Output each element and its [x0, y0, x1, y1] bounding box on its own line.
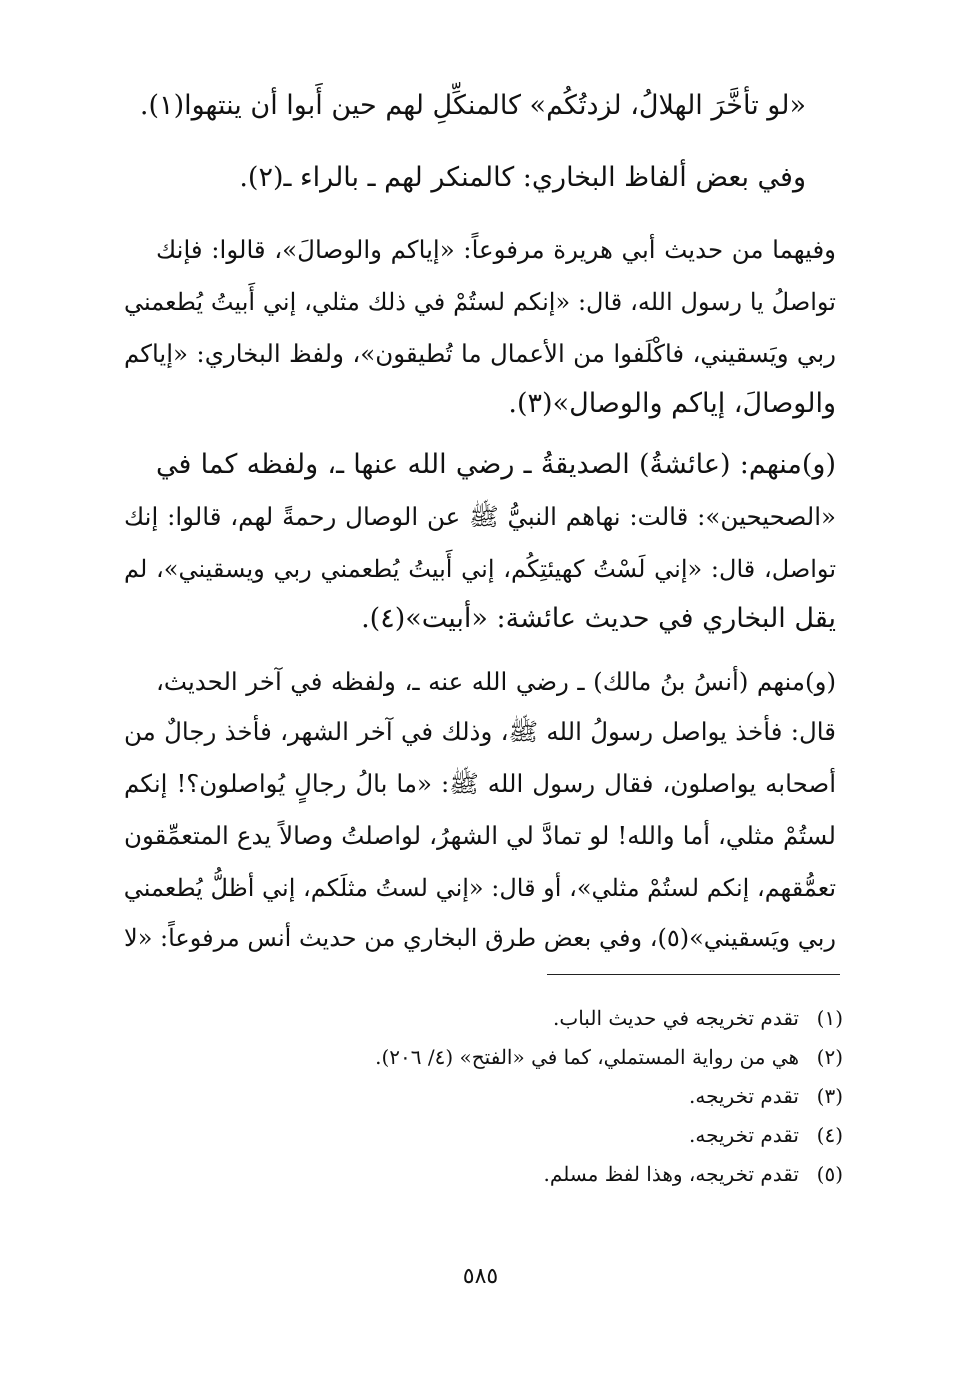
footnote-separator [547, 974, 840, 975]
text-line-5: ربي ويَسقيني، فاكْلَفوا من الأعمال ما تُطيقون»، ولفظ البخاري: «إياكم [124, 339, 836, 368]
footnote-number: (٣) [816, 1084, 843, 1108]
footnote-number: (٤) [816, 1123, 843, 1147]
footnote-text: تقدم تخريجه، وهذا لفظ مسلم. [543, 1162, 799, 1186]
text-line-9: تواصل، قال: «إني لَسْتُ كهيئتِكُم، إني أَبيتُ يُطعمني ربي ويسقيني»، لم [124, 555, 836, 583]
footnote-text: تقدم تخريجه في حديث الباب. [553, 1006, 799, 1030]
text-line-15: تعمُّقهم، إنكم لستُمْ مثلي»، أو قال: «إني لستُ مثلَكم، إني أظلُّ يُطعمني [123, 874, 836, 902]
text-line-13: أصحابه يواصلون، فقال رسول الله ﷺ: «ما بالُ رجالٍ يُواصلون؟! إنكم [124, 769, 836, 798]
text-line-1: «لو تأخَّرَ الهلالُ، لزدتُكُم» كالمنكِّلِ لهم حين أَبوا أن ينتهوا(١). [139, 90, 806, 121]
text-line-3: وفيهما من حديث أبي هريرة مرفوعاً: «إياكم والوصالَ»، قالوا: فإنك [156, 235, 836, 264]
footnote-number: (٢) [816, 1045, 843, 1069]
text-line-10: يقل البخاري في حديث عائشة: «أبيت»(٤). [361, 603, 836, 634]
footnote-3 [689, 1082, 843, 1110]
footnote-text: هي من رواية المستملي، كما في «الفتح» (٤/ ٢٠٦). [375, 1045, 799, 1069]
text-line-16: ربي ويَسقيني»(٥)، وفي بعض طرق البخاري من حديث أنس مرفوعاً: «لا [124, 924, 836, 952]
footnote-number: (١) [816, 1006, 843, 1030]
footnote-5 [544, 1160, 843, 1188]
text-line-2: وفي بعض ألفاظ البخاري: كالمنكر لهم ـ بالراء ـ(٢). [239, 162, 806, 193]
text-line-8: «الصحيحين»: قالت: نهاهم النبيُّ ﷺ عن الوصال رحمةً لهم، قالوا: إنك [124, 502, 836, 531]
footnote-2 [375, 1043, 843, 1071]
text-line-12: قال: فأخذ يواصل رسولُ الله ﷺ، وذلك في آخر الشهر، فأخذ رجالٌ من [124, 717, 836, 746]
page-number: ٥٨٥ [462, 1264, 499, 1289]
text-line-14: لستُمْ مثلي، أما والله! لو تمادَّ لي الشهرُ، لواصلتُ وصالاً يدع المتعمِّقون [124, 821, 836, 850]
footnote-4 [689, 1121, 843, 1149]
footnote-text: تقدم تخريجه. [689, 1123, 799, 1147]
footnote-text: تقدم تخريجه. [689, 1084, 799, 1108]
text-line-7: (و)منهم: (عائشةُ) الصديقةُ ـ رضي الله عنها ـ، ولفظه كما في [156, 449, 836, 480]
text-line-11: (و)منهم (أنسُ بنُ مالك) ـ رضي الله عنه ـ، ولفظه في آخر الحديث، [156, 667, 836, 696]
footnote-1 [553, 1004, 843, 1032]
footnote-number: (٥) [816, 1162, 843, 1186]
text-line-6: والوصالَ، إياكم والوصال»(٣). [508, 388, 836, 419]
text-line-4: تواصلُ يا رسول الله، قال: «إنكم لستُمْ في ذلك مثلي، إني أَبيتُ يُطعمني [124, 288, 836, 316]
